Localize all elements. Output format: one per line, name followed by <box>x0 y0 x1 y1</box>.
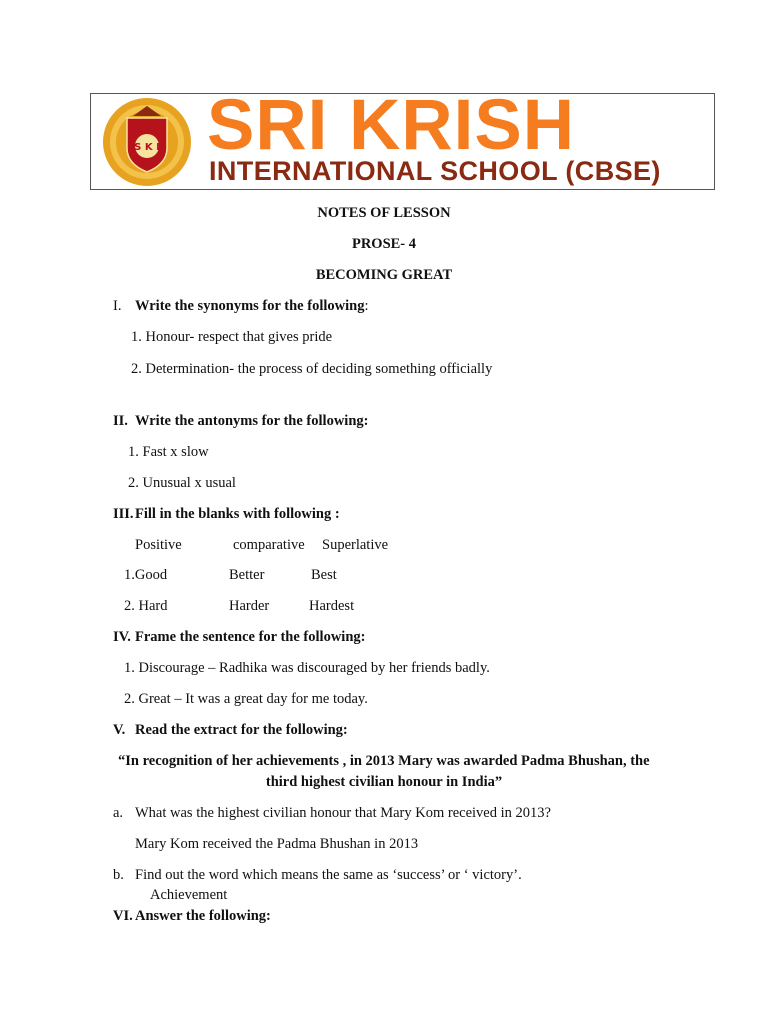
question-b-text: Find out the word which means the same as ‘success’ or ‘ victory’. <box>135 867 522 883</box>
extract-line-1: “In recognition of her achievements , in 2013 Mary was awarded Padma Bhushan, the <box>118 753 650 769</box>
section-1-heading-colon: : <box>364 298 369 314</box>
section-2-heading: Write the antonyms for the following: <box>135 413 369 429</box>
degree-row-2-comparative: Harder <box>229 598 270 614</box>
school-seal-logo <box>93 96 203 188</box>
synonym-item-2: 2. Determination- the process of deciding something officially <box>131 361 493 377</box>
section-1-number: I. <box>113 298 122 314</box>
school-subtitle: INTERNATIONAL SCHOOL (CBSE) <box>209 156 661 186</box>
section-4-heading: Frame the sentence for the following: <box>135 629 366 645</box>
answer-a-text: Mary Kom received the Padma Bhushan in 2013 <box>135 836 419 852</box>
prose-title: PROSE- 4 <box>351 236 417 252</box>
sentence-item-2: 2. Great – It was a great day for me today. <box>124 691 368 707</box>
sentence-item-1: 1. Discourage – Radhika was discouraged by her friends badly. <box>124 660 490 676</box>
degree-row-1-comparative: Better <box>229 567 265 583</box>
degree-header-comparative: comparative <box>233 537 305 553</box>
section-2-number: II. <box>113 413 128 429</box>
section-3-heading: Fill in the blanks with following : <box>135 506 340 522</box>
notes-title: NOTES OF LESSON <box>317 205 451 221</box>
seal-letters: S K I <box>134 142 160 153</box>
degree-row-1-superlative: Best <box>311 567 337 583</box>
school-header-banner <box>90 93 715 190</box>
section-1-heading-text: Write the synonyms for the following <box>135 298 365 314</box>
degree-row-2-superlative: Hardest <box>309 598 355 614</box>
section-5-number: V. <box>113 722 126 738</box>
antonym-item-2: 2. Unusual x usual <box>128 475 236 491</box>
question-a-label: a. <box>113 805 124 821</box>
section-3-number: III. <box>113 506 134 522</box>
section-1-heading <box>135 298 368 315</box>
section-6-number: VI. <box>113 908 133 924</box>
school-name: SRI KRISH <box>207 93 575 165</box>
answer-b-text: Achievement <box>150 887 228 903</box>
degree-row-2-positive: 2. Hard <box>124 598 168 614</box>
degree-header-superlative: Superlative <box>322 537 389 553</box>
degree-header-positive: Positive <box>135 537 182 553</box>
lesson-title: BECOMING GREAT <box>315 267 453 283</box>
section-6-heading: Answer the following: <box>135 908 271 924</box>
synonym-item-1: 1. Honour- respect that gives pride <box>131 329 333 345</box>
section-4-number: IV. <box>113 629 131 645</box>
section-5-heading: Read the extract for the following: <box>135 722 348 738</box>
degree-row-1-positive: 1.Good <box>124 567 168 583</box>
antonym-item-1: 1. Fast x slow <box>128 444 209 460</box>
extract-line-2: third highest civilian honour in India” <box>265 774 503 790</box>
question-a-text: What was the highest civilian honour that Mary Kom received in 2013? <box>135 805 551 821</box>
question-b-label: b. <box>113 867 124 883</box>
